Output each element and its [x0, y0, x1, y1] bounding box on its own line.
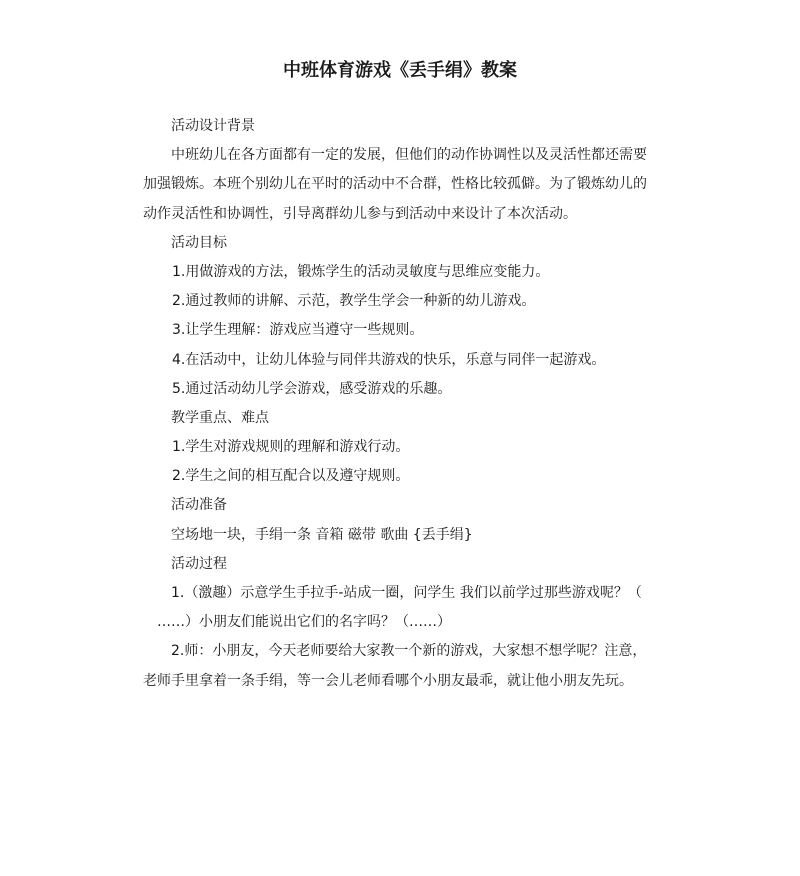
section-heading-background: 活动设计背景 [171, 118, 255, 134]
process-step-line: 2.师：小朋友，今天老师要给大家教一个新的游戏，大家想不想学呢？注意， [171, 643, 647, 660]
goal-item: 1.用做游戏的方法，锻炼学生的活动灵敏度与思维应变能力。 [172, 263, 550, 280]
paragraph-line: 动作灵活性和协调性，引导离群幼儿参与到活动中来设计了本次活动。 [143, 205, 577, 222]
process-step-line: 老师手里拿着一条手绢，等一会儿老师看哪个小朋友最乖，就让他小朋友先玩。 [143, 672, 633, 689]
key-point-item: 1.学生对游戏规则的理解和游戏行动。 [172, 439, 410, 456]
document-title: 中班体育游戏《丢手绢》教案 [283, 60, 517, 81]
goal-item: 5.通过活动幼儿学会游戏，感受游戏的乐趣。 [172, 380, 452, 397]
process-step-line: ……）小朋友们能说出它们的名字吗？（……） [157, 614, 451, 631]
section-heading-preparation: 活动准备 [171, 497, 227, 514]
process-step-line: 1.（激趣）示意学生手拉手-站成一圈，问学生 我们以前学过那些游戏呢？（ [171, 585, 642, 601]
preparation-text: 空场地一块，手绢一条 音箱 磁带 歌曲 {丢手绢} [171, 526, 473, 543]
section-heading-process: 活动过程 [171, 555, 227, 572]
paragraph-line: 加强锻炼。本班个别幼儿在平时的活动中不合群，性格比较孤僻。为了锻炼幼儿的 [143, 176, 647, 193]
document-body [143, 112, 663, 696]
section-heading-key-points: 教学重点、难点 [171, 409, 269, 426]
key-point-item: 2.学生之间的相互配合以及遵守规则。 [172, 468, 410, 485]
goal-item: 2.通过教师的讲解、示范，教学生学会一种新的幼儿游戏。 [172, 293, 536, 310]
goal-item: 3.让学生理解：游戏应当遵守一些规则。 [172, 322, 424, 339]
section-heading-goals: 活动目标 [171, 234, 227, 251]
goal-item: 4.在活动中，让幼儿体验与同伴共游戏的快乐，乐意与同伴一起游戏。 [172, 351, 606, 368]
paragraph-line: 中班幼儿在各方面都有一定的发展，但他们的动作协调性以及灵活性都还需要 [171, 147, 647, 164]
